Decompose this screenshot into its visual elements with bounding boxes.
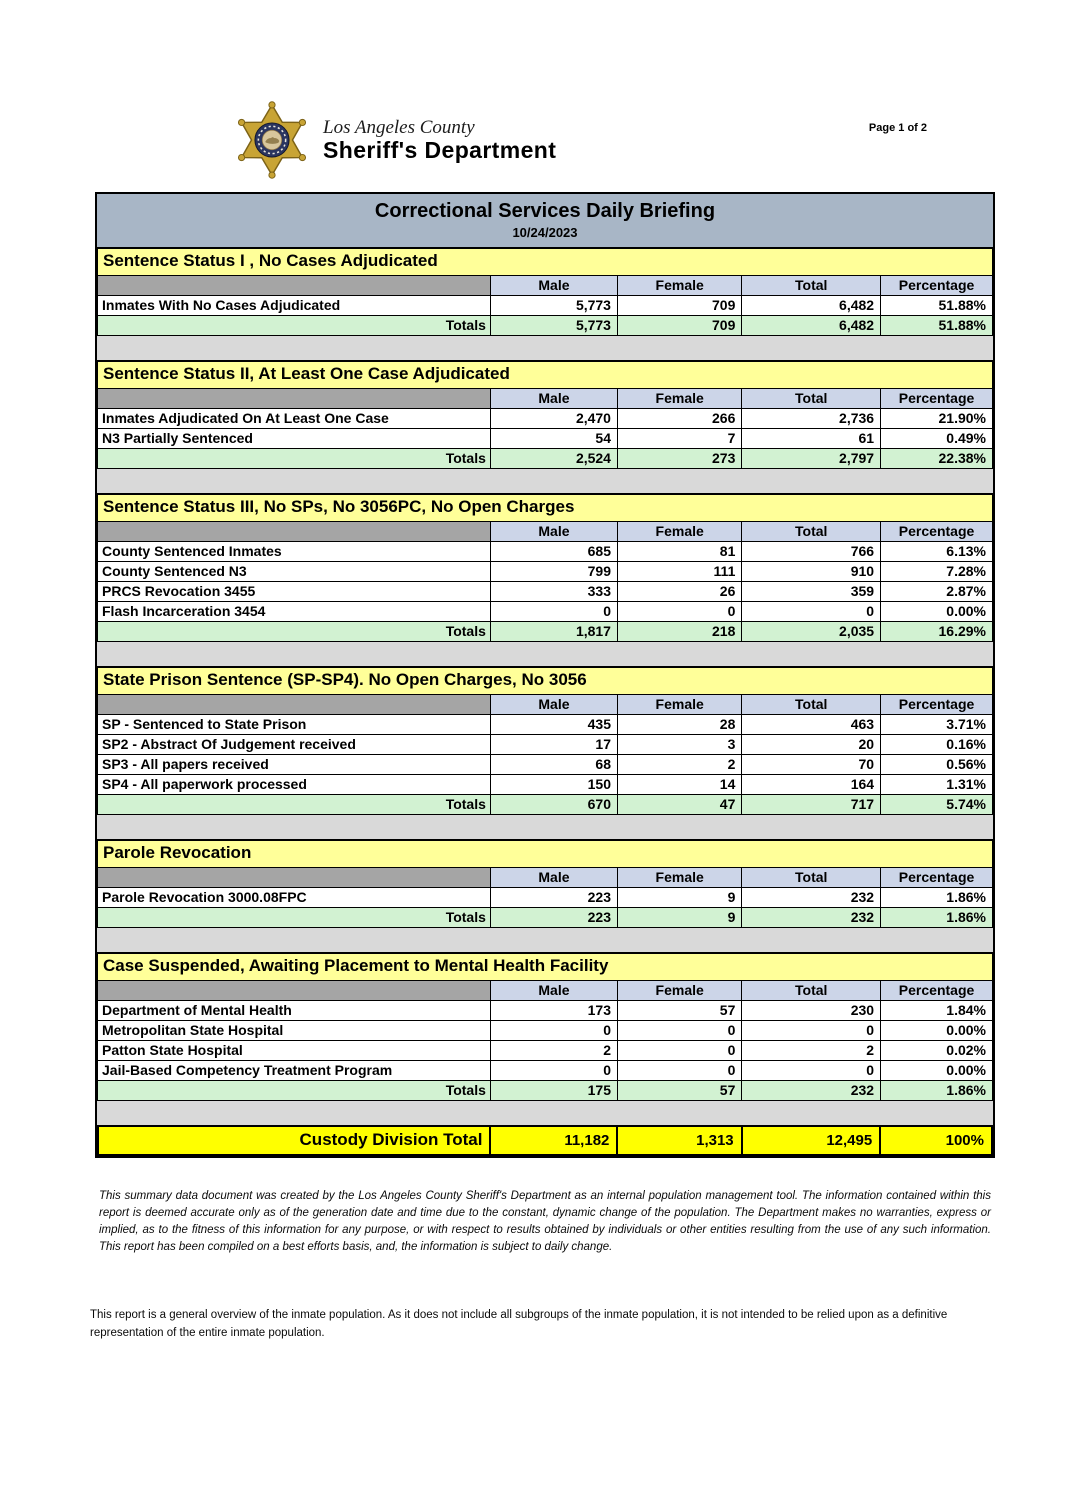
- totals-total: 232: [742, 908, 881, 928]
- grand-total-percentage: 100%: [880, 1126, 992, 1155]
- column-header-female: Female: [617, 695, 741, 715]
- row-label: Metropolitan State Hospital: [98, 1021, 491, 1041]
- cell-total: 2,736: [742, 409, 881, 429]
- cell-total: 70: [742, 755, 881, 775]
- report-title: Correctional Services Daily Briefing: [374, 200, 716, 222]
- column-header-total: Total: [742, 695, 881, 715]
- totals-male: 5,773: [490, 316, 617, 336]
- column-header-percentage: Percentage: [881, 868, 993, 888]
- totals-label: Totals: [98, 622, 491, 642]
- totals-female: 218: [617, 622, 741, 642]
- cell-male: 5,773: [490, 296, 617, 316]
- totals-female: 47: [617, 795, 741, 815]
- footnote-paragraph: This report is a general overview of the inmate population. As it does not include all subgroups of the inmate population, it is not intended to be relied upon as a definitive representation of the entire inmate population.: [90, 1309, 948, 1339]
- column-header-empty: [98, 276, 491, 296]
- cell-female: 14: [617, 775, 741, 795]
- cell-male: 435: [490, 715, 617, 735]
- row-label: PRCS Revocation 3455: [98, 582, 491, 602]
- column-header-total: Total: [742, 981, 881, 1001]
- column-header-total: Total: [742, 276, 881, 296]
- cell-pct: 2.87%: [881, 582, 993, 602]
- totals-female: 9: [617, 908, 741, 928]
- row-label: Flash Incarceration 3454: [98, 602, 491, 622]
- report-header: [95, 100, 995, 184]
- totals-female: 57: [617, 1081, 741, 1101]
- totals-row: [98, 908, 993, 928]
- cell-pct: 7.28%: [881, 562, 993, 582]
- row-label: Parole Revocation 3000.08FPC: [98, 888, 491, 908]
- cell-total: 164: [742, 775, 881, 795]
- logo-text: [323, 117, 556, 163]
- totals-female: 273: [617, 449, 741, 469]
- row-label: N3 Partially Sentenced: [98, 429, 491, 449]
- table-row: [98, 1021, 993, 1041]
- cell-pct: 0.56%: [881, 755, 993, 775]
- totals-pct: 1.86%: [881, 1081, 993, 1101]
- table-row: [98, 582, 993, 602]
- section-table: [97, 360, 993, 469]
- cell-female: 9: [617, 888, 741, 908]
- column-header-female: Female: [617, 981, 741, 1001]
- column-header-male: Male: [490, 276, 617, 296]
- column-header-empty: [98, 695, 491, 715]
- logo-county-line: Los Angeles County: [323, 117, 475, 138]
- cell-total: 766: [742, 542, 881, 562]
- totals-label: Totals: [98, 908, 491, 928]
- cell-female: 266: [617, 409, 741, 429]
- section-table: [97, 493, 993, 642]
- column-header-female: Female: [617, 522, 741, 542]
- section-spacer: [97, 336, 993, 360]
- column-header-female: Female: [617, 868, 741, 888]
- table-row: [98, 429, 993, 449]
- row-label: Jail-Based Competency Treatment Program: [98, 1061, 491, 1081]
- report-frame: [95, 192, 995, 1158]
- cell-female: 2: [617, 755, 741, 775]
- cell-pct: 1.31%: [881, 775, 993, 795]
- totals-male: 2,524: [490, 449, 617, 469]
- cell-female: 709: [617, 296, 741, 316]
- cell-female: 3: [617, 735, 741, 755]
- row-label: Inmates Adjudicated On At Least One Case: [98, 409, 491, 429]
- cell-female: 7: [617, 429, 741, 449]
- cell-male: 333: [490, 582, 617, 602]
- section-spacer: [97, 1101, 993, 1125]
- cell-female: 0: [617, 1041, 741, 1061]
- totals-row: [98, 622, 993, 642]
- table-row: [98, 735, 993, 755]
- table-row: [98, 1001, 993, 1021]
- cell-male: 0: [490, 1021, 617, 1041]
- cell-total: 20: [742, 735, 881, 755]
- grand-total-total: 12,495: [742, 1126, 881, 1155]
- section-title: Sentence Status III, No SPs, No 3056PC, No Open Charges: [98, 494, 993, 522]
- cell-female: 0: [617, 1061, 741, 1081]
- column-header-male: Male: [490, 981, 617, 1001]
- cell-total: 0: [742, 602, 881, 622]
- row-label: SP - Sentenced to State Prison: [98, 715, 491, 735]
- totals-pct: 22.38%: [881, 449, 993, 469]
- cell-pct: 0.00%: [881, 602, 993, 622]
- cell-male: 2: [490, 1041, 617, 1061]
- section-spacer: [97, 928, 993, 952]
- totals-label: Totals: [98, 795, 491, 815]
- report-date: 10/24/2023: [512, 225, 578, 240]
- cell-pct: 0.49%: [881, 429, 993, 449]
- cell-total: 0: [742, 1021, 881, 1041]
- totals-row: [98, 795, 993, 815]
- cell-total: 230: [742, 1001, 881, 1021]
- column-header-empty: [98, 868, 491, 888]
- section-table: [97, 666, 993, 815]
- totals-pct: 16.29%: [881, 622, 993, 642]
- column-header-empty: [98, 981, 491, 1001]
- grand-total-male: 11,182: [490, 1126, 617, 1155]
- grand-total-female: 1,313: [617, 1126, 741, 1155]
- column-header-male: Male: [490, 868, 617, 888]
- cell-male: 68: [490, 755, 617, 775]
- table-row: [98, 562, 993, 582]
- cell-female: 111: [617, 562, 741, 582]
- disclaimer-paragraph: This summary data document was created by the Los Angeles County Sheriff's Department as an internal population management tool. The information contained within this report is deemed accurate only as of the generation date and time due to the constant, dynamic change of the population. The Department makes no warranties, express or implied, as to the fitness of this information for any purpose, or with respect to results obtained by individuals or other entities resulting from the use of any such information. This report has been compiled on a best efforts basis, and, the information is subject to daily change.: [99, 1190, 991, 1253]
- row-label: SP4 - All paperwork processed: [98, 775, 491, 795]
- table-row: [98, 542, 993, 562]
- column-header-percentage: Percentage: [881, 522, 993, 542]
- column-header-total: Total: [742, 868, 881, 888]
- sections-container: [97, 247, 993, 1125]
- totals-pct: 51.88%: [881, 316, 993, 336]
- table-row: [98, 1061, 993, 1081]
- row-label: County Sentenced N3: [98, 562, 491, 582]
- section-table: [97, 952, 993, 1101]
- cell-pct: 21.90%: [881, 409, 993, 429]
- cell-male: 173: [490, 1001, 617, 1021]
- totals-label: Totals: [98, 316, 491, 336]
- table-row: [98, 409, 993, 429]
- column-header-percentage: Percentage: [881, 276, 993, 296]
- cell-male: 223: [490, 888, 617, 908]
- totals-male: 175: [490, 1081, 617, 1101]
- cell-total: 463: [742, 715, 881, 735]
- cell-male: 54: [490, 429, 617, 449]
- row-label: SP3 - All papers received: [98, 755, 491, 775]
- totals-label: Totals: [98, 1081, 491, 1101]
- totals-row: [98, 316, 993, 336]
- table-row: [98, 715, 993, 735]
- totals-total: 2,797: [742, 449, 881, 469]
- table-row: [98, 296, 993, 316]
- column-header-total: Total: [742, 389, 881, 409]
- cell-male: 799: [490, 562, 617, 582]
- totals-male: 1,817: [490, 622, 617, 642]
- section-spacer: [97, 469, 993, 493]
- cell-pct: 1.84%: [881, 1001, 993, 1021]
- cell-total: 359: [742, 582, 881, 602]
- cell-pct: 0.02%: [881, 1041, 993, 1061]
- table-row: [98, 888, 993, 908]
- totals-total: 232: [742, 1081, 881, 1101]
- grand-total-label: Custody Division Total: [98, 1126, 490, 1155]
- row-label: County Sentenced Inmates: [98, 542, 491, 562]
- cell-total: 232: [742, 888, 881, 908]
- column-header-female: Female: [617, 389, 741, 409]
- cell-pct: 51.88%: [881, 296, 993, 316]
- column-header-percentage: Percentage: [881, 389, 993, 409]
- totals-male: 670: [490, 795, 617, 815]
- totals-row: [98, 1081, 993, 1101]
- grand-total-row: [97, 1125, 993, 1156]
- cell-female: 28: [617, 715, 741, 735]
- section-title: State Prison Sentence (SP-SP4). No Open Charges, No 3056: [98, 667, 993, 695]
- totals-total: 6,482: [742, 316, 881, 336]
- cell-male: 17: [490, 735, 617, 755]
- title-bar: [97, 194, 993, 247]
- totals-pct: 1.86%: [881, 908, 993, 928]
- cell-female: 57: [617, 1001, 741, 1021]
- cell-male: 2,470: [490, 409, 617, 429]
- cell-male: 0: [490, 602, 617, 622]
- report-page: [90, 100, 995, 1342]
- table-row: [98, 1041, 993, 1061]
- cell-female: 0: [617, 602, 741, 622]
- cell-total: 910: [742, 562, 881, 582]
- page-number-label: Page 1 of 2: [868, 122, 927, 134]
- totals-female: 709: [617, 316, 741, 336]
- row-label: Patton State Hospital: [98, 1041, 491, 1061]
- column-header-male: Male: [490, 522, 617, 542]
- totals-male: 223: [490, 908, 617, 928]
- column-header-total: Total: [742, 522, 881, 542]
- cell-female: 26: [617, 582, 741, 602]
- column-header-empty: [98, 522, 491, 542]
- table-row: [98, 775, 993, 795]
- cell-total: 2: [742, 1041, 881, 1061]
- table-row: [98, 602, 993, 622]
- totals-total: 2,035: [742, 622, 881, 642]
- cell-pct: 6.13%: [881, 542, 993, 562]
- cell-total: 61: [742, 429, 881, 449]
- cell-female: 0: [617, 1021, 741, 1041]
- section-table: [97, 247, 993, 336]
- totals-row: [98, 449, 993, 469]
- cell-male: 150: [490, 775, 617, 795]
- section-title: Sentence Status II, At Least One Case Adjudicated: [98, 361, 993, 389]
- cell-pct: 0.16%: [881, 735, 993, 755]
- section-title: Sentence Status I , No Cases Adjudicated: [98, 248, 993, 276]
- cell-pct: 0.00%: [881, 1021, 993, 1041]
- cell-pct: 1.86%: [881, 888, 993, 908]
- row-label: Inmates With No Cases Adjudicated: [98, 296, 491, 316]
- table-row: [98, 755, 993, 775]
- section-title: Parole Revocation: [98, 840, 993, 868]
- section-title: Case Suspended, Awaiting Placement to Mental Health Facility: [98, 953, 993, 981]
- row-label: SP2 - Abstract Of Judgement received: [98, 735, 491, 755]
- department-logo: [233, 100, 995, 180]
- totals-total: 717: [742, 795, 881, 815]
- totals-label: Totals: [98, 449, 491, 469]
- column-header-male: Male: [490, 695, 617, 715]
- cell-pct: 3.71%: [881, 715, 993, 735]
- column-header-female: Female: [617, 276, 741, 296]
- cell-pct: 0.00%: [881, 1061, 993, 1081]
- cell-total: 6,482: [742, 296, 881, 316]
- column-header-percentage: Percentage: [881, 695, 993, 715]
- totals-pct: 5.74%: [881, 795, 993, 815]
- column-header-empty: [98, 389, 491, 409]
- logo-dept-line: Sheriff's Department: [323, 137, 557, 163]
- column-header-male: Male: [490, 389, 617, 409]
- cell-female: 81: [617, 542, 741, 562]
- cell-male: 685: [490, 542, 617, 562]
- cell-total: 0: [742, 1061, 881, 1081]
- section-spacer: [97, 815, 993, 839]
- sheriff-badge-icon: [233, 100, 311, 180]
- section-spacer: [97, 642, 993, 666]
- row-label: Department of Mental Health: [98, 1001, 491, 1021]
- cell-male: 0: [490, 1061, 617, 1081]
- section-table: [97, 839, 993, 928]
- column-header-percentage: Percentage: [881, 981, 993, 1001]
